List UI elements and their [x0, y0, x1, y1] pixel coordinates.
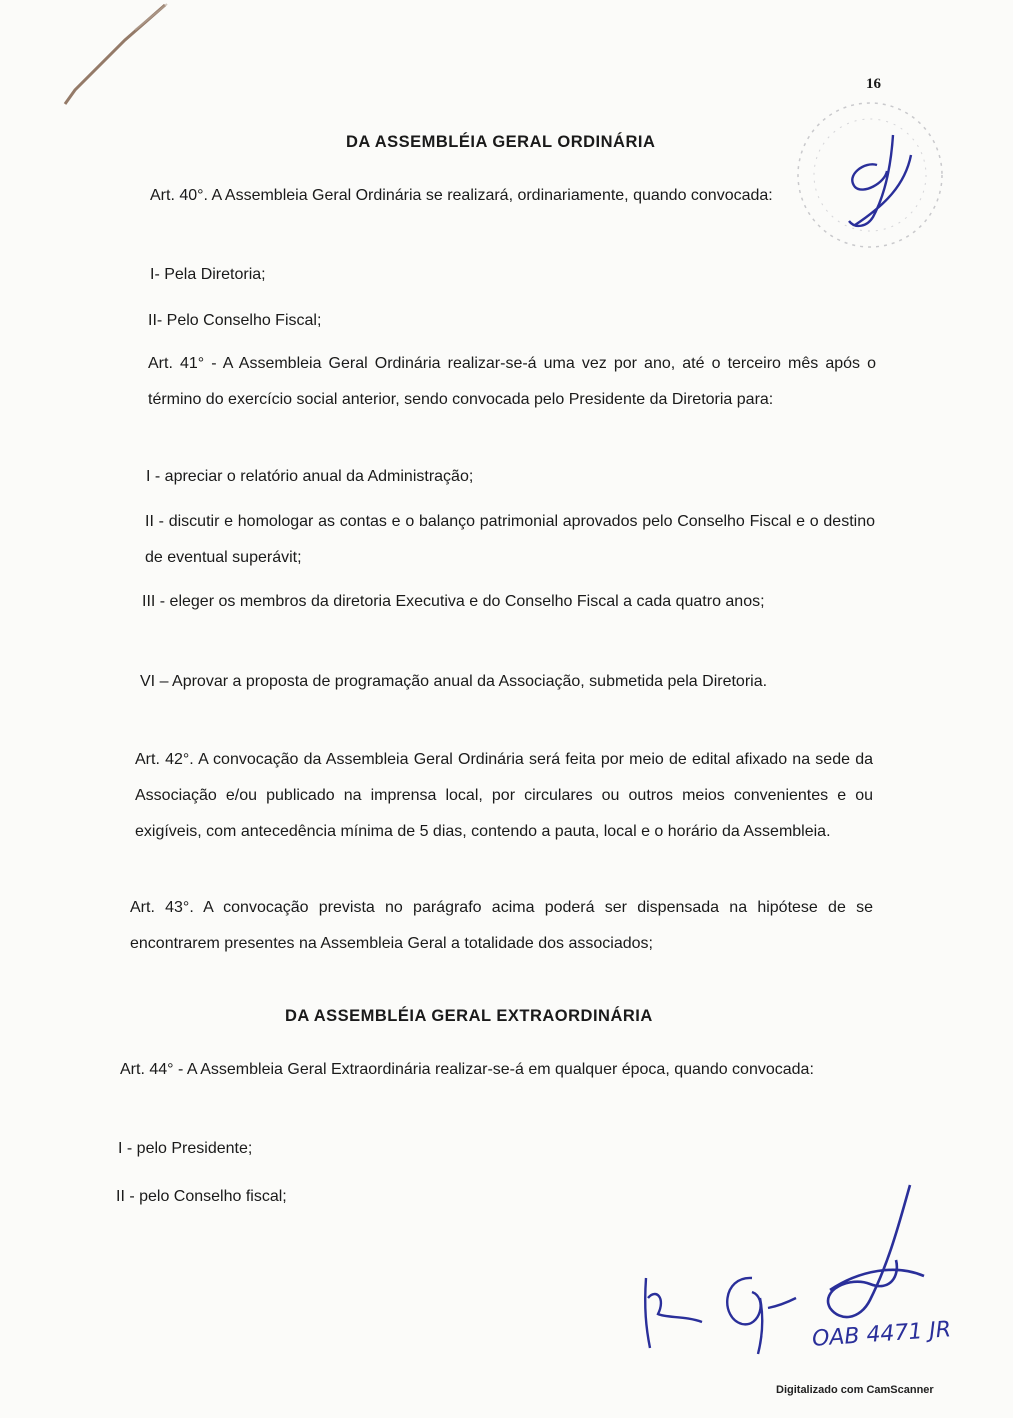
signature-1 — [636, 1258, 716, 1358]
article-40: Art. 40°. A Assembleia Geral Ordinária se realizará, ordinariamente, quando convocada: — [150, 187, 773, 204]
art41-item-3: III - eleger os membros da diretoria Executiva e do Conselho Fiscal a cada quatro anos; — [142, 593, 765, 610]
signature-2 — [712, 1258, 802, 1358]
art41-item-4: VI – Aprovar a proposta de programação anual da Associação, submetida pela Diretoria. — [140, 673, 768, 690]
article-41: Art. 41° - A Assembleia Geral Ordinária realizar-se-á uma vez por ano, até o terceiro mês após o término do exercício social anterior, sendo convocada pelo Presidente da Diretoria para: — [148, 355, 876, 408]
art41-item-1: I - apreciar o relatório anual da Administração; — [146, 468, 474, 485]
art44-item-1: I - pelo Presidente; — [118, 1140, 253, 1157]
article-43: Art. 43°. A convocação prevista no parágrafo acima poderá ser dispensada na hipótese de se encontrarem presentes na Assembleia Geral a totalidade dos associados; — [130, 899, 873, 952]
corner-crease — [55, 0, 175, 110]
page-number: 16 — [866, 76, 881, 92]
art44-item-2: II - pelo Conselho fiscal; — [116, 1188, 287, 1205]
signature-3 — [800, 1180, 940, 1330]
art41-item-2: II - discutir e homologar as contas e o balanço patrimonial aprovados pelo Conselho Fiscal e o destino de eventual superávit; — [145, 513, 875, 566]
article-44: Art. 44° - A Assembleia Geral Extraordinária realizar-se-á em qualquer época, quando convocada: — [120, 1061, 814, 1078]
art40-item-2: II- Pelo Conselho Fiscal; — [148, 312, 322, 329]
scanner-footer: Digitalizado com CamScanner — [776, 1384, 934, 1396]
section-heading-extraordinaria: DA ASSEMBLÉIA GERAL EXTRAORDINÁRIA — [285, 1007, 653, 1025]
oab-signature-note: OAB 4471 JR — [811, 1317, 952, 1352]
section-heading-ordinaria: DA ASSEMBLÉIA GERAL ORDINÁRIA — [346, 133, 656, 151]
article-42: Art. 42°. A convocação da Assembleia Geral Ordinária será feita por meio de edital afixado na sede da Associação e/ou publicado na imprensa local, por circulares ou outros meios convenientes e ou exigíveis, com antecedência mínima de 5 dias, contendo a pauta, local e o horário da Assembleia. — [135, 751, 873, 840]
art40-item-1: I- Pela Diretoria; — [150, 266, 266, 283]
